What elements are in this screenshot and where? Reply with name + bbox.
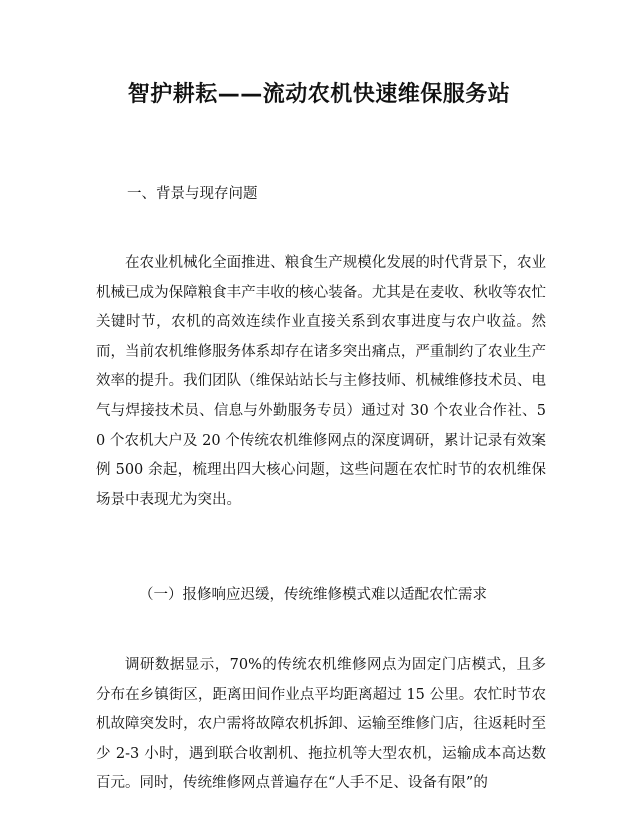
- subsection-heading: （一）报修响应迟缓，传统维修模式难以适配农忙需求: [139, 587, 487, 603]
- section-heading: 一、背景与现存问题: [127, 186, 258, 202]
- paragraph-background: 在农业机械化全面推进、粮食生产规模化发展的时代背景下，农业机械已成为保障粮食丰产丰收的核心装备。尤其是在麦收、秋收等农忙关键时节，农机的高效连续作业直接关系到农事进度与农户收益。然而，当前农机维修服务体系却存在诸多突出痛点，严重制约了农业生产效率的提升。我们团队（维保站站长与主修技师、机械维修技术员、电气与焊接技术员、信息与外勤服务专员）通过对 30 个农业合作社、50 个农机大户及 20 个传统农机维修网点的深度调研，累计记录有效案例 500 余起，梳理出四大核心问题，这些问题在农忙时节的农机维保场景中表现尤为突出。: [96, 255, 546, 508]
- paragraph-survey: 调研数据显示，70%的传统农机维修网点为固定门店模式，且多分布在乡镇街区，距离田间作业点平均距离超过 15 公里。农忙时节农机故障突发时，农户需将故障农机拆卸、运输至维修门店，往返耗时至少 2-3 小时，遇到联合收割机、拖拉机等大型农机，运输成本高达数百元。同时，传统维修网点普遍存在“人手不足、设备有限”的: [96, 657, 546, 792]
- document-title: 智护耕耘——流动农机快速维保服务站: [127, 82, 511, 107]
